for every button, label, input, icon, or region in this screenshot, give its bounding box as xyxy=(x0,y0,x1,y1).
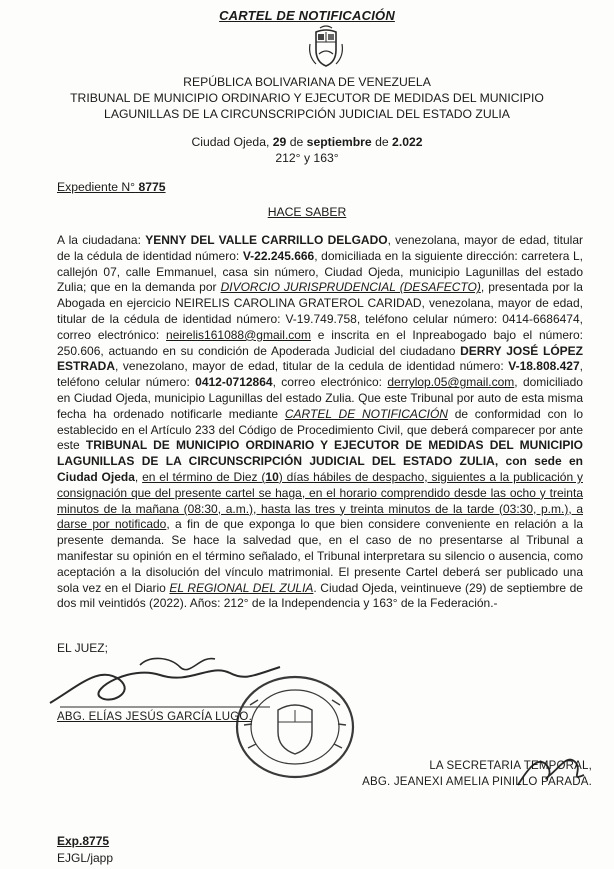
court-name-bold: TRIBUNAL DE MUNICIPIO ORDINARIO Y EJECUTOR DE MEDIDAS DEL MUNICIPIO LAGUNILLAS DE LA CIRCUNSCRIPCIÓN JUDICIAL DEL ESTADO ZULIA, con sede en Ciudad Ojeda xyxy=(57,438,583,484)
header-republic: REPÚBLICA BOLIVARIANA DE VENEZUELA xyxy=(183,75,431,89)
body-text: , teléfono celular número: xyxy=(57,359,583,390)
addressee-id: V-22.245.666 xyxy=(242,248,315,263)
newspaper-name: EL REGIONAL DEL ZULIA xyxy=(169,580,314,595)
body-text: de conformidad con lo establecido en el Artículo 233 del Código de Procedimiento Civil, que deberá comparecer por ante este xyxy=(57,406,584,453)
addressee-name: YENNY DEL VALLE CARRILLO DELGADO xyxy=(145,233,388,247)
secretary-title: LA SECRETARIA TEMPORAL, xyxy=(429,760,592,772)
footer-initials: EJGL/japp xyxy=(57,851,114,865)
body-text: , venezolano, mayor de edad, titular de la cedula de identidad número: xyxy=(115,359,504,374)
expediente-number xyxy=(57,180,166,194)
cartel-title: CARTEL DE NOTIFICACIÓN xyxy=(219,8,395,23)
cartel-reference: CARTEL DE NOTIFICACIÓN xyxy=(284,406,448,421)
date-block xyxy=(0,134,614,166)
judge-label: EL JUEZ; xyxy=(57,641,108,655)
term-days: 10 xyxy=(265,469,279,484)
notification-body xyxy=(57,233,583,612)
date-de: de xyxy=(375,135,389,149)
case-type: DIVORCIO JURISPRUDENCIAL (DESAFECTO) xyxy=(220,280,481,295)
footer-exp-number: Exp.8775 xyxy=(57,834,110,848)
term-text: en el término de Diez ( xyxy=(142,469,266,484)
hace-saber-heading: HACE SABER xyxy=(267,205,347,219)
date-de: de xyxy=(289,135,304,149)
lawyer-email-link[interactable]: neirelis161088@gmail.com xyxy=(166,327,311,342)
body-text: , presentada por la Abogada en ejercicio NEIRELIS CAROLINA GRATEROL CARIDAD, venezolana, mayor de edad, titular de la cédula de identidad número: V-19.749.758, teléfono celular número: 0414-6686474, correo electrónico: xyxy=(57,280,583,342)
expediente-label: Expediente N° xyxy=(57,180,136,194)
body-text: , xyxy=(134,469,139,484)
body-text: , domiciliado en Ciudad Ojeda, municipio Lagunillas del estado Zulia. Que este Tribunal por auto de esta misma fecha ha ordenado notificarle mediante xyxy=(57,375,583,421)
court-stamp-icon xyxy=(230,670,360,785)
body-text: A la ciudadana: xyxy=(57,233,141,247)
judge-name: ABG. ELÍAS JESÚS GARCÍA LUGO. xyxy=(57,711,252,723)
body-text: e inscrita en el Inpreabogado bajo el número: 250.606, actuando en su condición de Apoderada Judicial del ciudadano xyxy=(57,327,583,358)
body-text: , correo electrónico: xyxy=(272,375,382,390)
expediente-value: 8775 xyxy=(138,180,166,194)
date-prefix: Ciudad Ojeda, xyxy=(191,135,270,149)
body-paragraph xyxy=(57,233,583,612)
term-text: ) días hábiles de despacho, siguientes a la publicación y consignación que del presente cartel se haga, en el horario comprendido desde las ocho y treinta minutos de la mañana (08:30, a.m.), hasta las tres y treinta minutos de la tarde (03:30, p.m.), a darse por notificado xyxy=(57,469,583,532)
body-text: . Ciudad Ojeda, veintinueve (29) de septiembre de dos mil veintidós (2022). Años: 212° de la Independencia y 163° de la Federación.- xyxy=(57,580,583,611)
date-month: septiembre xyxy=(306,135,372,149)
coat-of-arms-icon xyxy=(302,24,350,72)
body-text: , venezolana, mayor de edad, titular de la cédula de identidad número: xyxy=(57,233,583,263)
years-line: 212° y 163° xyxy=(275,151,339,165)
plaintiff-id: V-18.808.427 xyxy=(508,359,580,374)
body-text: , domiciliada en la siguiente dirección: carretera L, callejón 07, calle Emmanuel, casa sin número, Ciudad Ojeda, municipio Lagunillas del estado Zulia; que en la demanda por xyxy=(57,248,584,295)
plaintiff-phone: 0412-0712864 xyxy=(195,375,273,390)
date-line xyxy=(0,134,614,150)
plaintiff-email-link[interactable]: derrylop.05@gmail.com xyxy=(387,375,515,390)
date-day: 29 xyxy=(272,135,287,149)
court-header xyxy=(0,74,614,122)
secretary-name: ABG. JEANEXI AMELIA PINILLO PARADA. xyxy=(362,776,592,788)
header-jurisdiction-line: LAGUNILLAS DE LA CIRCUNSCRIPCIÓN JUDICIAL DEL ESTADO ZULIA xyxy=(104,107,510,121)
date-year: 2.022 xyxy=(392,135,423,149)
body-text: , a fin de que exponga lo que bien considere conveniente en relación a la presente demanda. Se hace la salvedad que, en el caso de no presentarse al Tribunal a manifestar su opinión en el término señalado, el Tribunal interpretara su silencio o ausencia, como aceptación a la disolución del vínculo matrimonial. El presente Cartel deberá ser publicado una sola vez en el Diario xyxy=(57,517,583,595)
header-court-line: TRIBUNAL DE MUNICIPIO ORDINARIO Y EJECUTOR DE MEDIDAS DEL MUNICIPIO xyxy=(70,91,544,105)
plaintiff-name: DERRY JOSÉ LÓPEZ ESTRADA xyxy=(57,343,583,374)
